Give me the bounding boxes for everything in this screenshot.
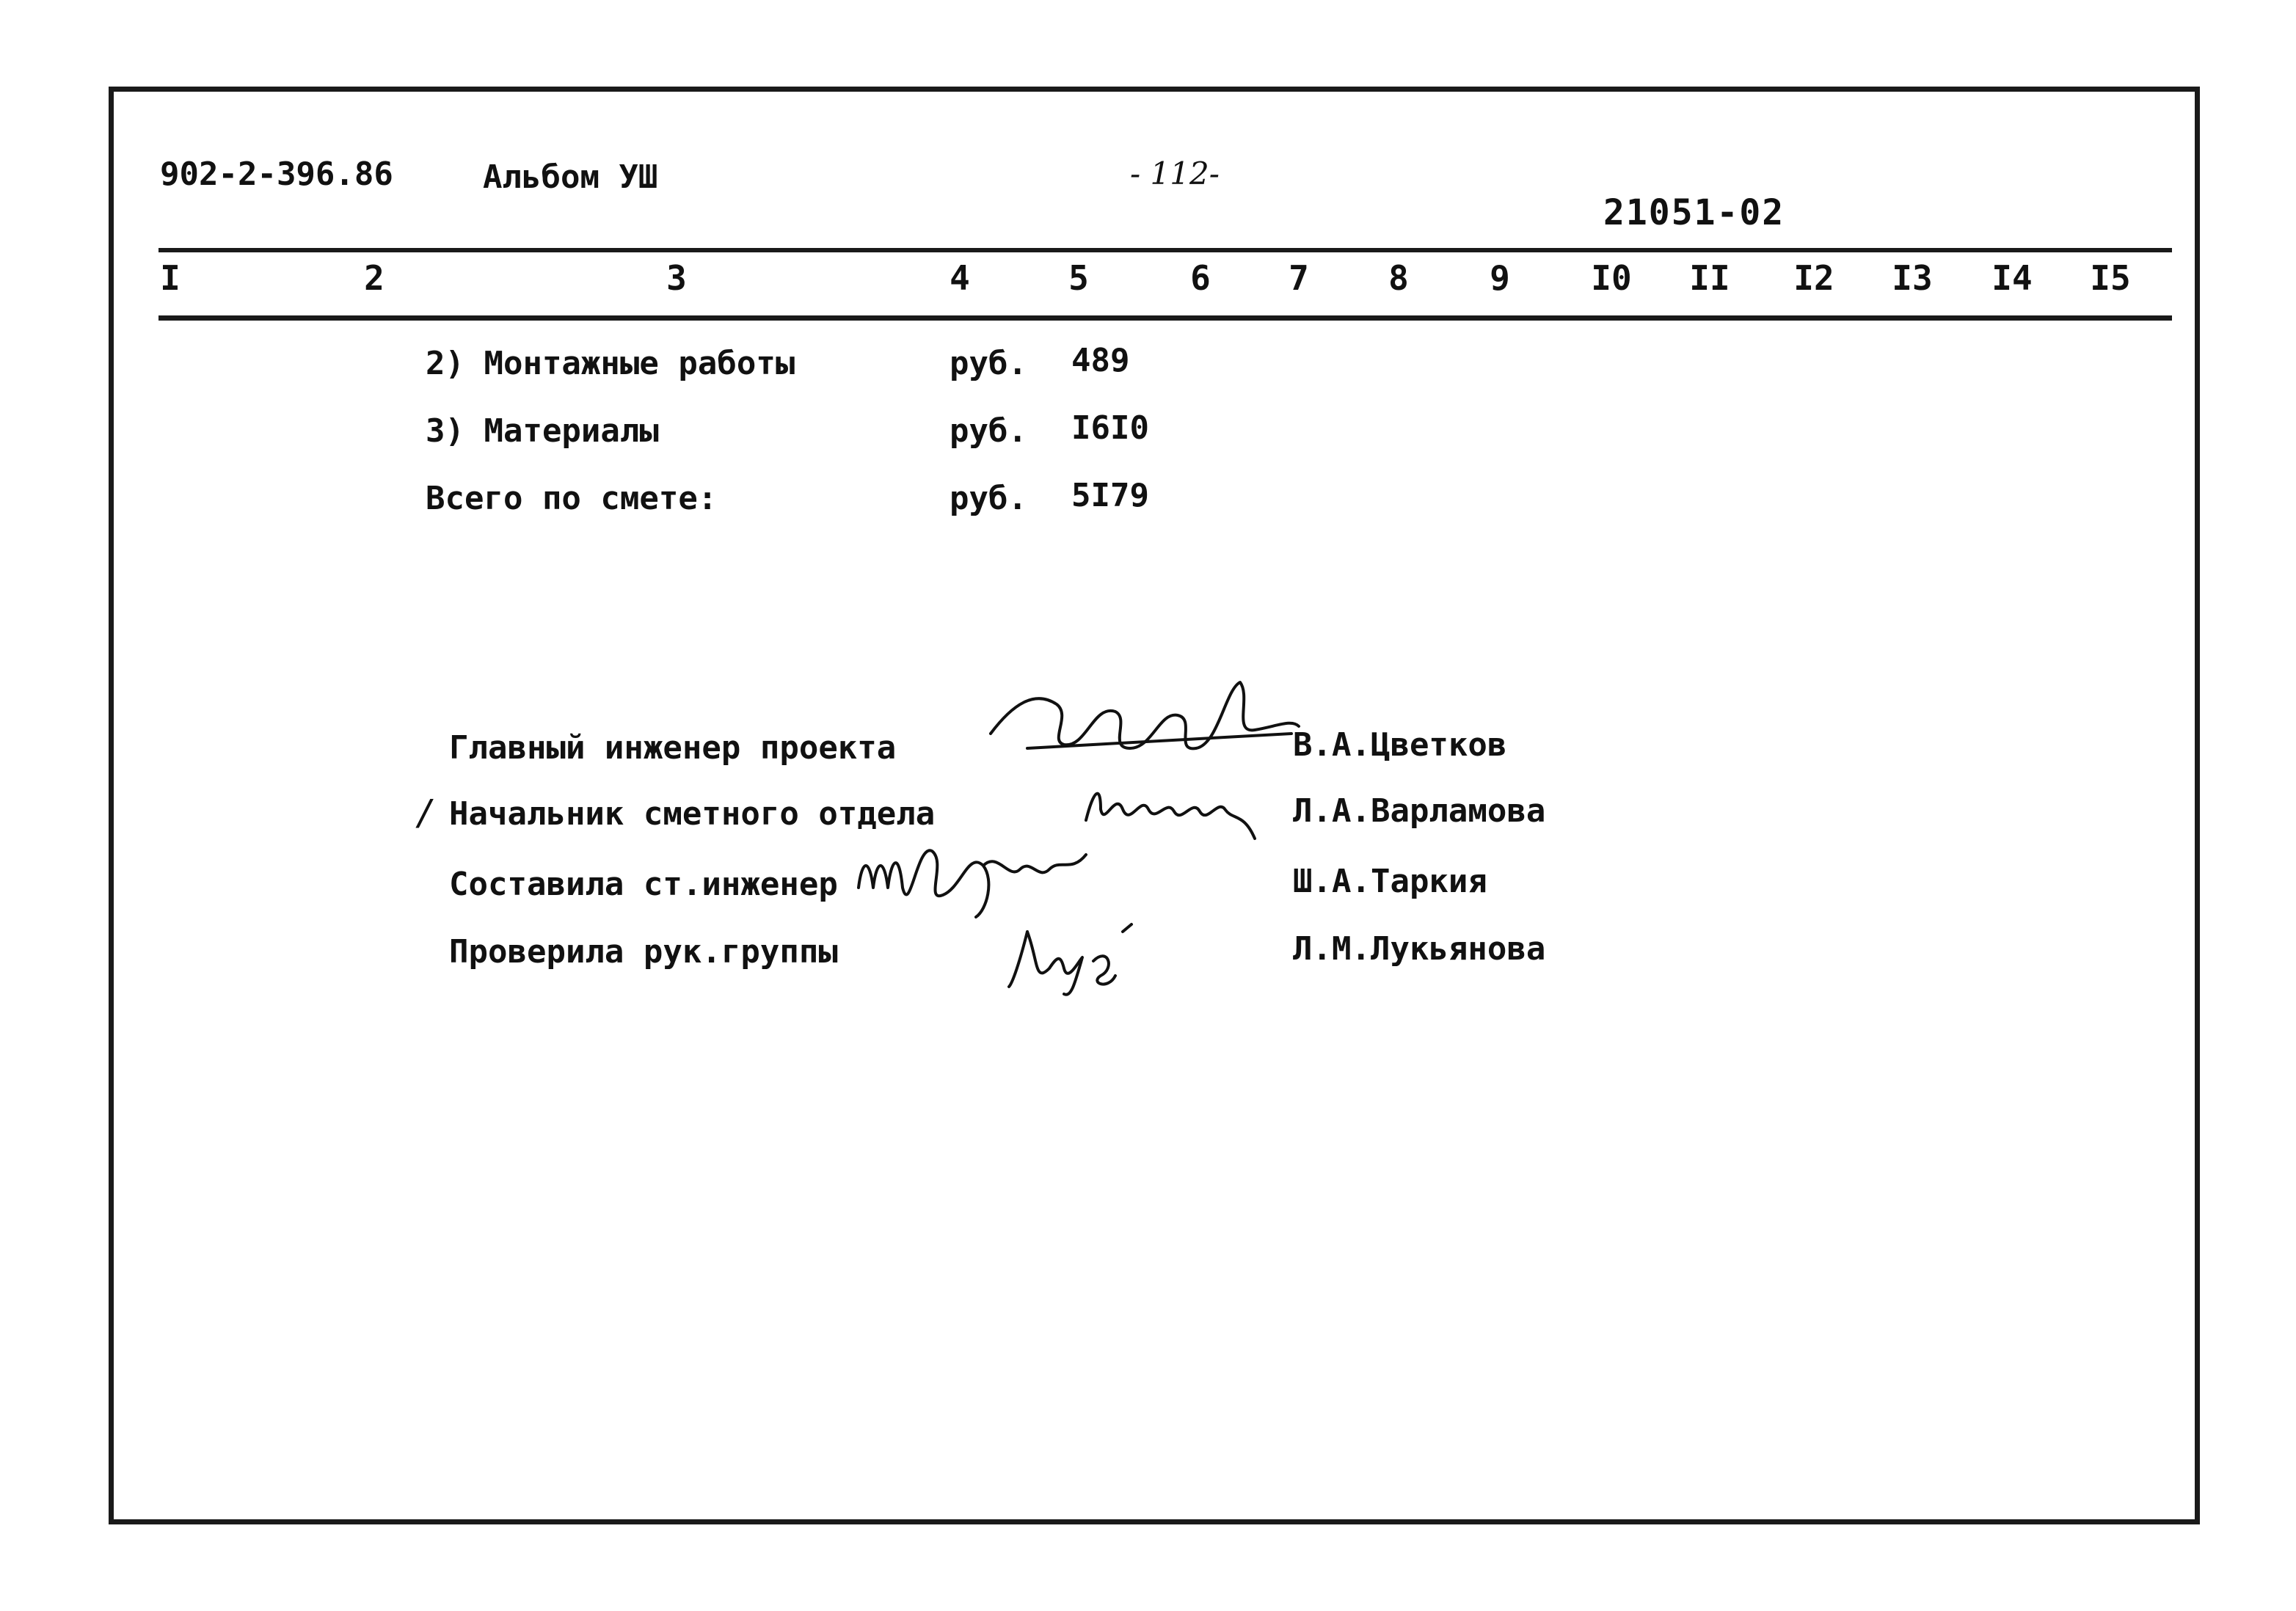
page-number: - 112- <box>1130 156 1220 191</box>
row-value: 489 <box>1071 342 1130 379</box>
column-number: I0 <box>1591 258 1632 298</box>
column-number: 8 <box>1388 258 1409 298</box>
column-number: I4 <box>1991 258 2033 298</box>
signature-role: Составила ст.инженер <box>449 866 838 903</box>
document-code: 902-2-396.86 <box>160 156 393 193</box>
row-value: 5I79 <box>1071 477 1149 514</box>
signature-name: Л.М.Лукьянова <box>1293 930 1546 968</box>
handwritten-signature <box>983 675 1306 778</box>
album-label: Альбом УШ <box>483 158 658 196</box>
column-number: 9 <box>1490 258 1510 298</box>
column-number: I5 <box>2090 258 2131 298</box>
column-number: II <box>1689 258 1730 298</box>
column-number: I3 <box>1892 258 1933 298</box>
row-value: I6I0 <box>1071 409 1149 447</box>
column-number: I <box>160 258 181 298</box>
header-top-rule <box>158 248 2172 252</box>
margin-mark: / <box>415 792 437 833</box>
column-number: 2 <box>364 258 385 298</box>
column-number: 7 <box>1289 258 1309 298</box>
row-label: Всего по смете: <box>426 480 718 517</box>
column-number: 6 <box>1190 258 1211 298</box>
signature-role: Начальник сметного отдела <box>449 795 936 833</box>
row-unit: руб. <box>950 412 1027 450</box>
column-number: 3 <box>666 258 687 298</box>
header-bottom-rule <box>158 315 2172 321</box>
handwritten-signature <box>851 829 1159 924</box>
signature-name: В.А.Цветков <box>1293 726 1507 764</box>
row-label: 2) Монтажные работы <box>426 345 795 382</box>
signature-name: Л.А.Варламова <box>1293 792 1546 830</box>
column-number: 4 <box>950 258 970 298</box>
column-number: I2 <box>1793 258 1834 298</box>
row-unit: руб. <box>950 480 1027 517</box>
signature-role: Проверила рук.группы <box>449 933 838 971</box>
document-number: 21051-02 <box>1603 192 1785 233</box>
column-number: 5 <box>1068 258 1089 298</box>
row-unit: руб. <box>950 345 1027 382</box>
signature-role: Главный инженер проекта <box>449 729 897 767</box>
signature-name: Ш.А.Таркия <box>1293 863 1487 900</box>
handwritten-signature <box>1005 917 1137 998</box>
row-label: 3) Материалы <box>426 412 659 450</box>
